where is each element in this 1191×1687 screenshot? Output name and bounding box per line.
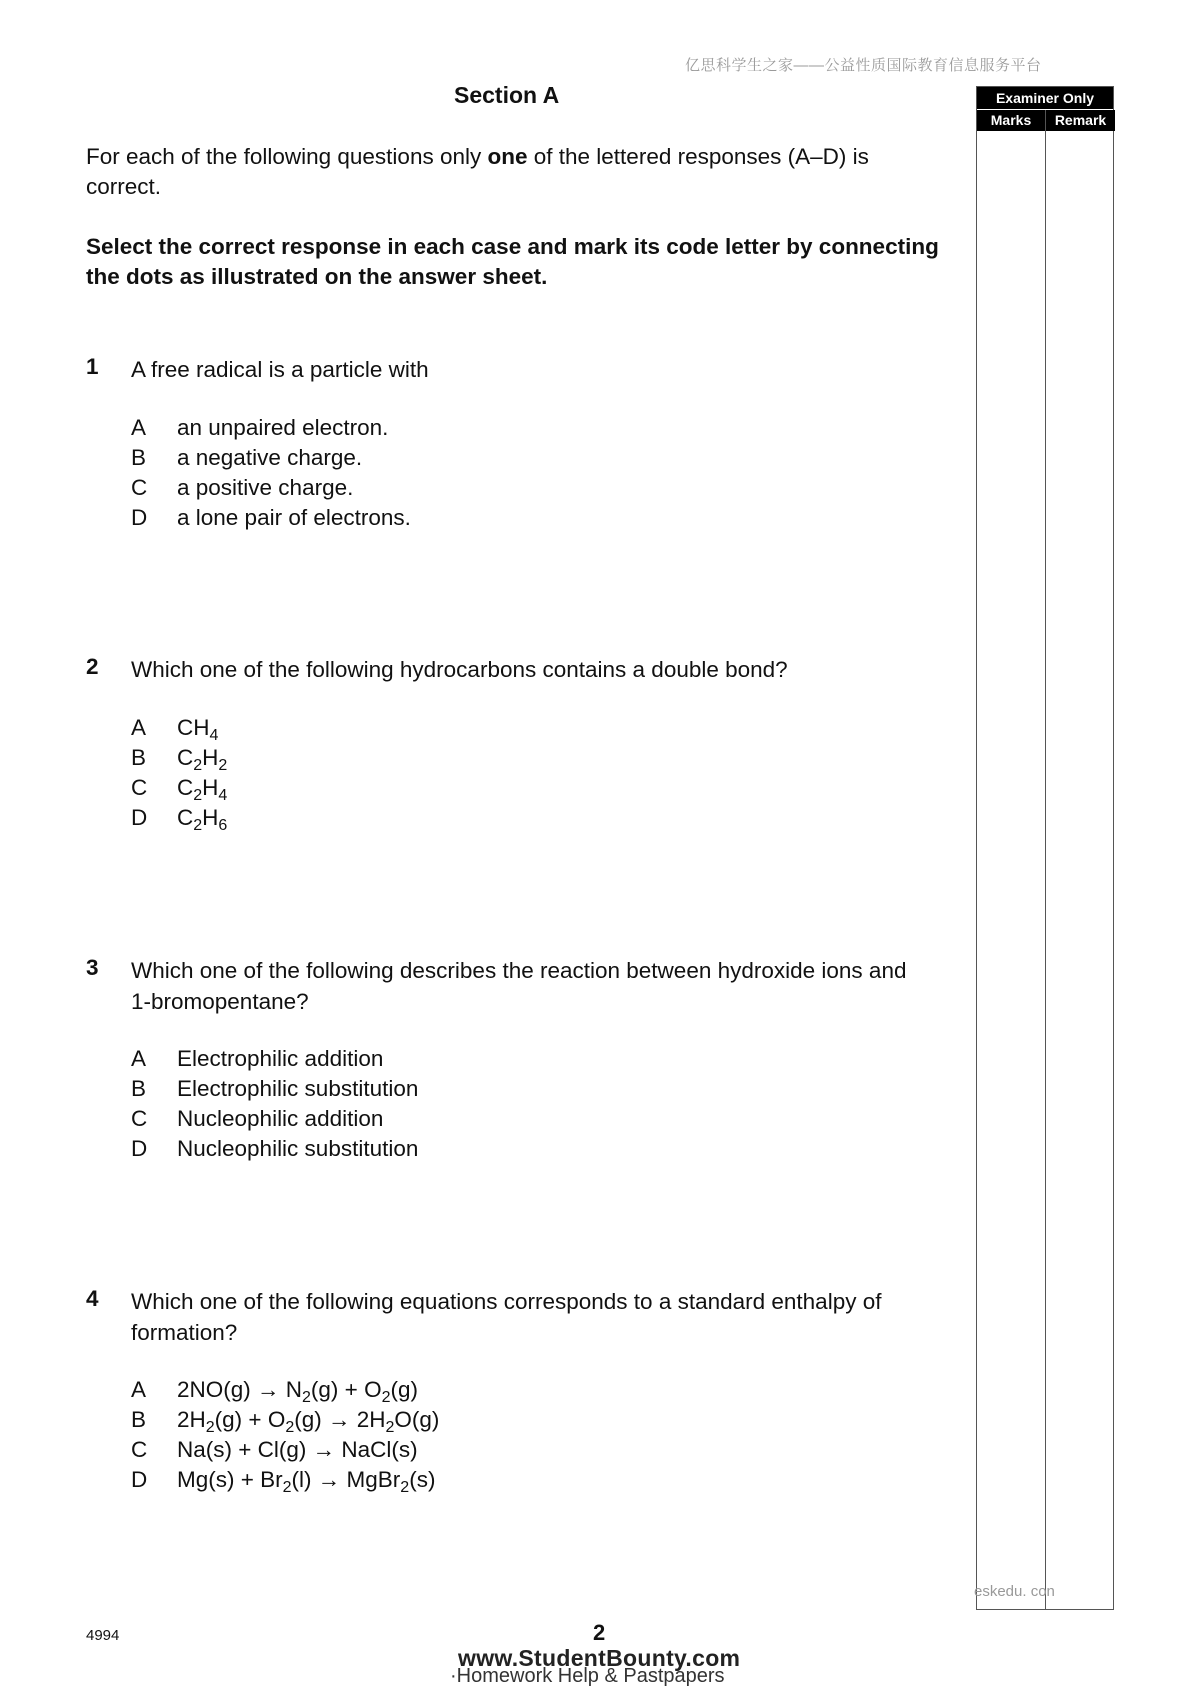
question-4-options	[131, 1375, 439, 1495]
question-3-text: Which one of the following describes the reaction between hydroxide ions and 1-bromopentane?	[131, 958, 907, 1014]
intro-text: For each of the following questions only one of the lettered responses (A–D) is correct.	[86, 144, 869, 199]
question-4-option-c: C Na(s) + Cl(g) → NaCl(s)	[131, 1437, 418, 1462]
question-2-option-c: C $C_2H_4$	[131, 775, 228, 804]
question-1-options	[131, 413, 411, 533]
question-4-option-a: A $2NO(g) \to N_2(g) + O_2(g)$	[131, 1377, 418, 1406]
examiner-only-box	[976, 86, 1114, 1610]
question-1-option-c: C a positive charge.	[131, 475, 354, 500]
paper-code: 4994	[86, 1627, 120, 1644]
instruction-text: Select the correct response in each case and mark its code letter by connecting the dots as illustrated on the answer sheet.	[86, 234, 939, 289]
question-1-text: A free radical is a particle with	[131, 357, 429, 382]
question-3-number: 3	[86, 955, 99, 980]
page-number: 2	[593, 1620, 606, 1645]
question-4-number: 4	[86, 1286, 99, 1311]
examiner-only-title: Examiner Only	[977, 87, 1113, 109]
studentbounty-tagline: ·Homework Help & Pastpapers	[450, 1665, 725, 1687]
question-2-text: Which one of the following hydrocarbons contains a double bond?	[131, 657, 788, 682]
question-2-option-b: B $C_2H_2$	[131, 745, 228, 774]
marks-column-header: Marks	[977, 110, 1045, 131]
question-2-number: 2	[86, 654, 99, 679]
question-2-option-a: A $CH_4$	[131, 715, 219, 744]
question-1-option-b: B a negative charge.	[131, 445, 363, 470]
question-2-options	[131, 713, 227, 833]
question-3-option-d: D Nucleophilic substitution	[131, 1136, 419, 1161]
question-3-options	[131, 1044, 418, 1164]
question-4-option-b: B $2H_2(g) + O_2(g) \to 2H_2O(g)$	[131, 1407, 440, 1436]
question-3-option-a: A Electrophilic addition	[131, 1046, 384, 1071]
examiner-column-divider	[1045, 110, 1046, 1609]
side-watermark: eskedu. con	[974, 1583, 1055, 1600]
question-1-option-a: A an unpaired electron.	[131, 415, 389, 440]
question-4-option-d: D $Mg(s) + Br_2(l)$ → MgBr$_2$(s)	[131, 1467, 436, 1496]
question-1-option-d: D a lone pair of electrons.	[131, 505, 411, 530]
question-2-option-d: D $C_2H_6$	[131, 805, 228, 834]
question-1-number: 1	[86, 354, 99, 379]
question-3-option-c: C Nucleophilic addition	[131, 1106, 384, 1131]
question-3-option-b: B Electrophilic substitution	[131, 1076, 419, 1101]
studentbounty-url[interactable]: www.StudentBounty.com	[458, 1645, 741, 1671]
remark-column-header: Remark	[1046, 110, 1115, 131]
question-4-text: Which one of the following equations corresponds to a standard enthalpy of formation?	[131, 1289, 882, 1345]
section-title: Section A	[454, 82, 560, 108]
header-watermark: 亿思科学生之家——公益性质国际教育信息服务平台	[685, 57, 1042, 74]
